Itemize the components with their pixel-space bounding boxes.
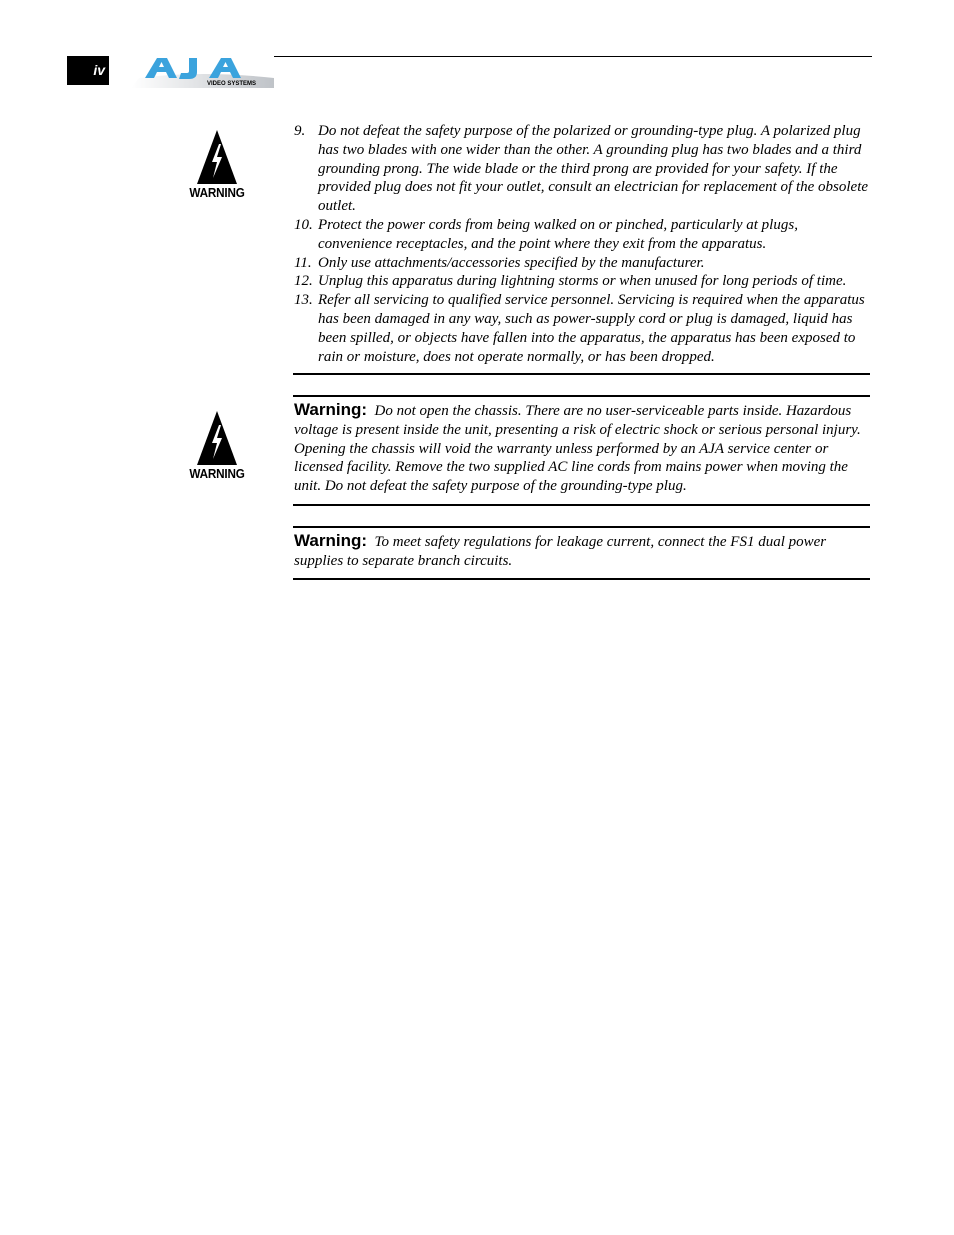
chassis-warning	[294, 401, 870, 496]
list-item-number: 10.	[294, 216, 313, 233]
list-item-text: Protect the power cords from being walked on or pinched, particularly at plugs, convenience receptacles, and the point where they exit from the apparatus.	[318, 216, 798, 252]
list-item-text: Unplug this apparatus during lightning storms or when unused for long periods of time.	[318, 273, 847, 290]
list-item	[294, 254, 874, 273]
list-item	[294, 122, 874, 216]
leakage-current-warning	[294, 532, 870, 571]
warning-icon-label: WARNING	[189, 185, 245, 200]
header-rule	[274, 56, 872, 57]
section-rule	[293, 373, 870, 375]
lightning-triangle-icon	[197, 411, 237, 465]
list-item-number: 9.	[294, 123, 306, 139]
list-item-number: 12.	[294, 273, 313, 290]
logo-tagline: VIDEO SYSTEMS	[207, 81, 257, 87]
warning-box-bottom-rule	[293, 504, 870, 506]
warning-text: To meet safety regulations for leakage current, connect the FS1 dual power supplies to separate branch circuits.	[294, 534, 827, 569]
warning-box-bottom-rule	[293, 578, 870, 580]
warning-lead: Warning:	[294, 400, 368, 419]
aja-logo	[131, 54, 274, 88]
warning-box-top-rule	[293, 395, 870, 397]
safety-instructions-list	[294, 122, 874, 366]
list-item-text: Only use attachments/accessories specified by the manufacturer.	[318, 254, 705, 271]
warning-icon	[183, 411, 251, 483]
list-item-number: 11.	[294, 254, 312, 271]
lightning-triangle-icon	[197, 130, 237, 184]
list-item-text: Refer all servicing to qualified service personnel. Servicing is required when the apparatus has been damaged in any way, such as power-supply cord or plug is damaged, liquid has been spilled, or objects have fallen into the apparatus, the apparatus has been exposed to rain or moisture, does not operate normally, or has been dropped.	[318, 292, 865, 365]
list-item-text: Do not defeat the safety purpose of the polarized or grounding-type plug. A polarized plug has two blades with one wider than the other. A grounding plug has two blades and a third grounding prong. The wide blade or the third prong are provided for your safety. If the provided plug does not fit your outlet, consult an electrician for replacement of the obsolete outlet.	[318, 123, 869, 215]
page-number: iv	[67, 56, 109, 85]
warning-text: Do not open the chassis. There are no user-serviceable parts inside. Hazardous voltage is present inside the unit, presenting a risk of electric shock or serious personal injury. Opening the chassis will void the warranty unless performed by an AJA service center or licensed facility. Remove the two supplied AC line cords from mains power when moving the unit. Do not defeat the safety purpose of the grounding-type plug.	[294, 403, 861, 495]
list-item	[294, 272, 874, 291]
warning-box-top-rule	[293, 526, 870, 528]
warning-icon	[183, 130, 251, 202]
warning-icon-label: WARNING	[189, 466, 245, 481]
list-item	[294, 291, 874, 366]
list-item	[294, 216, 874, 254]
warning-lead: Warning:	[294, 531, 368, 550]
list-item-number: 13.	[294, 292, 313, 309]
